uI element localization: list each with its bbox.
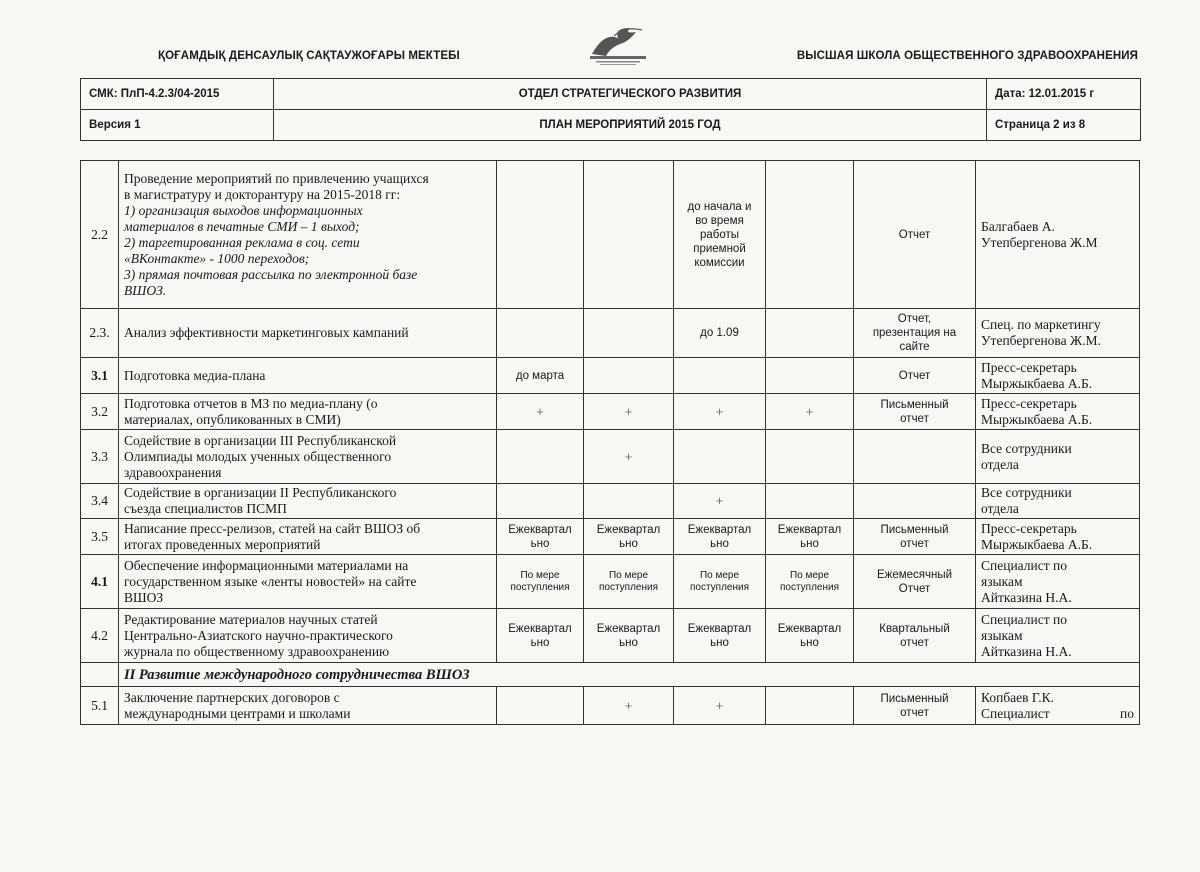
text-line: Письменный [880, 692, 949, 705]
row-number: 5.1 [81, 687, 119, 725]
text-line: Ежеквартал [687, 622, 752, 635]
quarter-4-cell [766, 484, 854, 519]
text-line: Спец. по маркетингу [981, 317, 1101, 332]
responsible-person [976, 484, 1140, 519]
quarter-3-cell [674, 430, 766, 484]
event-description: Анализ эффективности маркетинговых кампаний [119, 309, 497, 358]
text-line: 3) прямая почтовая рассылка по электронной базе [124, 266, 418, 282]
report-form [854, 687, 976, 725]
responsible-person [976, 609, 1140, 663]
table-row [81, 484, 1140, 519]
page-number: Страница 2 из 8 [987, 110, 1141, 141]
quarter-2-cell [584, 555, 674, 609]
quarter-2-cell [584, 609, 674, 663]
quarter-2-cell [584, 519, 674, 555]
quarter-2-cell [584, 161, 674, 309]
text-line: здравоохранения [124, 464, 222, 480]
text-line: языкам [981, 627, 1023, 643]
text-line: Редактирование материалов научных статей [124, 611, 378, 627]
events-plan-table [80, 160, 1140, 725]
quarter-2-cell [584, 484, 674, 519]
quarter-3-cell: + [674, 687, 766, 725]
section-header-row [81, 663, 1140, 687]
text-line: По мере [789, 569, 830, 581]
quarter-1-cell: + [497, 394, 584, 430]
quarter-2-cell [584, 309, 674, 358]
text-line: презентация на [872, 327, 957, 339]
text-line: отдела [981, 501, 1019, 516]
text-line: Олимпиады молодых ученных общественного [124, 448, 392, 464]
event-description [119, 555, 497, 609]
quarter-4-cell [766, 609, 854, 663]
table-row [81, 519, 1140, 555]
text-line: Проведение мероприятий по привлечению учащихся [124, 170, 429, 186]
text-line: Отчет [898, 582, 931, 595]
text-line: ьно [710, 537, 729, 550]
document-version: Версия 1 [81, 110, 274, 141]
quarter-3-cell [674, 609, 766, 663]
event-description [119, 519, 497, 555]
text-line: Ежемесячный [876, 568, 953, 581]
org-name-russian: ВЫСШАЯ ШКОЛА ОБЩЕСТВЕННОГО ЗДРАВООХРАНЕНИЯ [796, 50, 1138, 62]
text-line: Письменный [880, 398, 949, 411]
event-description: Подготовка медиа-плана [119, 358, 497, 394]
text-line: Ежеквартал [596, 523, 661, 536]
event-description [119, 161, 497, 309]
text-line: в магистратуру и докторантуру на 2015-2018 гг: [124, 186, 401, 202]
text-line: «ВКонтакте» - 1000 переходов; [124, 250, 310, 266]
quarter-1-cell [497, 609, 584, 663]
row-number: 4.1 [81, 555, 119, 609]
quarter-1-cell [497, 161, 584, 309]
text-line: Мыржыкбаева А.Б. [981, 411, 1093, 427]
text-fragment: по [1120, 705, 1134, 721]
text-line: ьно [800, 537, 819, 550]
event-description [119, 609, 497, 663]
text-line: итогах проведенных мероприятий [124, 536, 321, 552]
text-line: работы [699, 228, 740, 241]
text-line: Утепбергенова Ж.М [981, 234, 1098, 250]
text-line: Балгабаев А. [981, 218, 1055, 234]
text-line: По мере [699, 569, 740, 581]
responsible-person [976, 358, 1140, 394]
quarter-1-cell [497, 555, 584, 609]
table-row [81, 687, 1140, 725]
text-line: Айтказина Н.А. [981, 643, 1072, 659]
document-meta-table [80, 78, 1141, 141]
text-line: Пресс-секретарь [981, 359, 1077, 375]
responsible-person [976, 394, 1140, 430]
event-description [119, 394, 497, 430]
text-line: Все сотрудники [981, 485, 1072, 500]
event-description [119, 687, 497, 725]
text-line: Ежеквартал [508, 523, 572, 536]
text-line: 1) организация выходов информационных [124, 202, 363, 218]
responsible-person [976, 430, 1140, 484]
text-line: Написание пресс-релизов, статей на сайт ВШОЗ об [124, 520, 421, 536]
text-line [981, 706, 1134, 722]
text-line: Пресс-секретарь [981, 520, 1077, 536]
text-line: до начала и [687, 200, 752, 213]
text-line: отчет [900, 537, 929, 550]
quarter-2-cell [584, 358, 674, 394]
quarter-1-cell: до марта [497, 358, 584, 394]
text-line: ьно [710, 636, 729, 649]
quarter-3-cell: + [674, 484, 766, 519]
section-title: II Развитие международного сотрудничества ВШОЗ [119, 663, 1140, 687]
text-line: комиссии [694, 256, 745, 269]
row-number: 2.3. [81, 309, 119, 358]
text-line: Подготовка отчетов в МЗ по медиа-плану (о [124, 395, 378, 411]
table-row [81, 358, 1140, 394]
text-line: Письменный [880, 523, 949, 536]
text-line: По мере [608, 569, 649, 581]
text-line: отдела [981, 456, 1019, 472]
quarter-4-cell [766, 358, 854, 394]
quarter-3-cell [674, 161, 766, 309]
quarter-1-cell [497, 687, 584, 725]
row-number: 3.2 [81, 394, 119, 430]
text-line: Айтказина Н.А. [981, 589, 1072, 605]
text-line: отчет [900, 412, 929, 425]
text-line: Утепбергенова Ж.М. [981, 333, 1101, 348]
text-line: ьно [800, 636, 819, 649]
plan-title: ПЛАН МЕРОПРИЯТИЙ 2015 ГОД [274, 110, 987, 141]
document-date: Дата: 12.01.2015 г [987, 79, 1141, 110]
quarter-1-cell [497, 430, 584, 484]
table-row [81, 555, 1140, 609]
text-line: Квартальный [879, 622, 950, 635]
text-line: Центрально-Азиатского научно-практического [124, 627, 393, 643]
text-line: Содействие в организации II Республиканского [124, 485, 397, 500]
text-line: Заключение партнерских договоров с [124, 689, 340, 705]
quarter-4-cell [766, 519, 854, 555]
text-line: Специалист по [981, 557, 1067, 573]
text-line: международными центрами и школами [124, 705, 351, 721]
report-form [854, 309, 976, 358]
text-line: ьно [530, 537, 550, 550]
report-form: Отчет [854, 161, 976, 309]
text-line: Содействие в организации III Республиканской [124, 432, 397, 448]
text-line: По мере [520, 569, 560, 581]
text-line: Ежеквартал [777, 622, 842, 635]
row-number: 3.5 [81, 519, 119, 555]
quarter-4-cell [766, 161, 854, 309]
table-row [81, 161, 1140, 309]
quarter-4-cell [766, 687, 854, 725]
quarter-3-cell: до 1.09 [674, 309, 766, 358]
text-line: материалах, опубликованных в СМИ) [124, 411, 341, 427]
quarter-4-cell: + [766, 394, 854, 430]
row-number: 3.4 [81, 484, 119, 519]
text-line: Ежеквартал [596, 622, 661, 635]
text-line: отчет [900, 636, 929, 649]
report-form [854, 609, 976, 663]
table-row [81, 309, 1140, 358]
quarter-3-cell [674, 555, 766, 609]
text-line: во время [695, 214, 744, 227]
quarter-2-cell: + [584, 430, 674, 484]
text-line: ьно [530, 636, 550, 649]
quarter-3-cell [674, 519, 766, 555]
text-line: материалов в печатные СМИ – 1 выход; [124, 218, 360, 234]
row-number [81, 663, 119, 687]
text-line: ВШОЗ [124, 589, 164, 605]
text-line: Отчет, [897, 313, 932, 325]
responsible-person [976, 309, 1140, 358]
quarter-1-cell [497, 484, 584, 519]
text-line: журнала по общественному здравоохранению [124, 643, 390, 659]
report-form [854, 484, 976, 519]
page-header [88, 24, 1140, 76]
event-description [119, 484, 497, 519]
text-line: ВШОЗ. [124, 282, 167, 298]
report-form: Отчет [854, 358, 976, 394]
smk-code: СМК: ПлП-4.2.3/04-2015 [81, 79, 274, 110]
responsible-person [976, 519, 1140, 555]
table-row [81, 609, 1140, 663]
org-name-kazakh: ҚОҒАМДЫҚ ДЕНСАУЛЫҚ САҚТАУЖОҒАРЫ МЕКТЕБІ [158, 50, 460, 62]
text-line: поступления [689, 581, 749, 593]
report-form [854, 430, 976, 484]
text-line: ьно [619, 537, 638, 550]
text-line: поступления [510, 581, 570, 593]
report-form [854, 394, 976, 430]
quarter-1-cell [497, 519, 584, 555]
quarter-4-cell [766, 555, 854, 609]
text-line: Мыржыкбаева А.Б. [981, 375, 1093, 391]
text-line: съезда специалистов ПСМП [124, 501, 287, 516]
row-number: 3.3 [81, 430, 119, 484]
quarter-2-cell: + [584, 394, 674, 430]
text-line: 2) таргетированная реклама в соц. сети [124, 234, 360, 250]
text-line: ьно [619, 636, 638, 649]
text-line: Пресс-секретарь [981, 395, 1077, 411]
quarter-2-cell: + [584, 687, 674, 725]
row-number: 3.1 [81, 358, 119, 394]
text-line: Все сотрудники [981, 440, 1072, 456]
quarter-4-cell [766, 309, 854, 358]
department-name: ОТДЕЛ СТРАТЕГИЧЕСКОГО РАЗВИТИЯ [274, 79, 987, 110]
text-line: отчет [900, 706, 929, 719]
quarter-4-cell [766, 430, 854, 484]
row-number: 4.2 [81, 609, 119, 663]
text-line: приемной [693, 242, 746, 255]
text-line: Ежеквартал [687, 523, 752, 536]
text-line: Обеспечение информационными материалами на [124, 557, 409, 573]
quarter-3-cell [674, 358, 766, 394]
text-line: государственном языке «ленты новостей» на сайте [124, 573, 417, 589]
report-form [854, 519, 976, 555]
text-line: Ежеквартал [508, 622, 572, 635]
text-fragment: Специалист [981, 705, 1050, 721]
text-line: поступления [598, 581, 658, 593]
responsible-person [976, 161, 1140, 309]
text-line: поступления [779, 581, 839, 593]
school-logo-icon [584, 24, 652, 70]
event-description [119, 430, 497, 484]
text-line: Ежеквартал [777, 523, 842, 536]
table-row [81, 430, 1140, 484]
table-row [81, 394, 1140, 430]
responsible-person [976, 555, 1140, 609]
text-line: Копбаев Г.К. [981, 689, 1054, 705]
text-line: языкам [981, 573, 1023, 589]
text-line: сайте [899, 341, 930, 353]
responsible-person [976, 687, 1140, 725]
text-line: Мыржыкбаева А.Б. [981, 536, 1093, 552]
report-form [854, 555, 976, 609]
quarter-3-cell: + [674, 394, 766, 430]
text-line: Специалист по [981, 611, 1067, 627]
quarter-1-cell [497, 309, 584, 358]
row-number: 2.2 [81, 161, 119, 309]
